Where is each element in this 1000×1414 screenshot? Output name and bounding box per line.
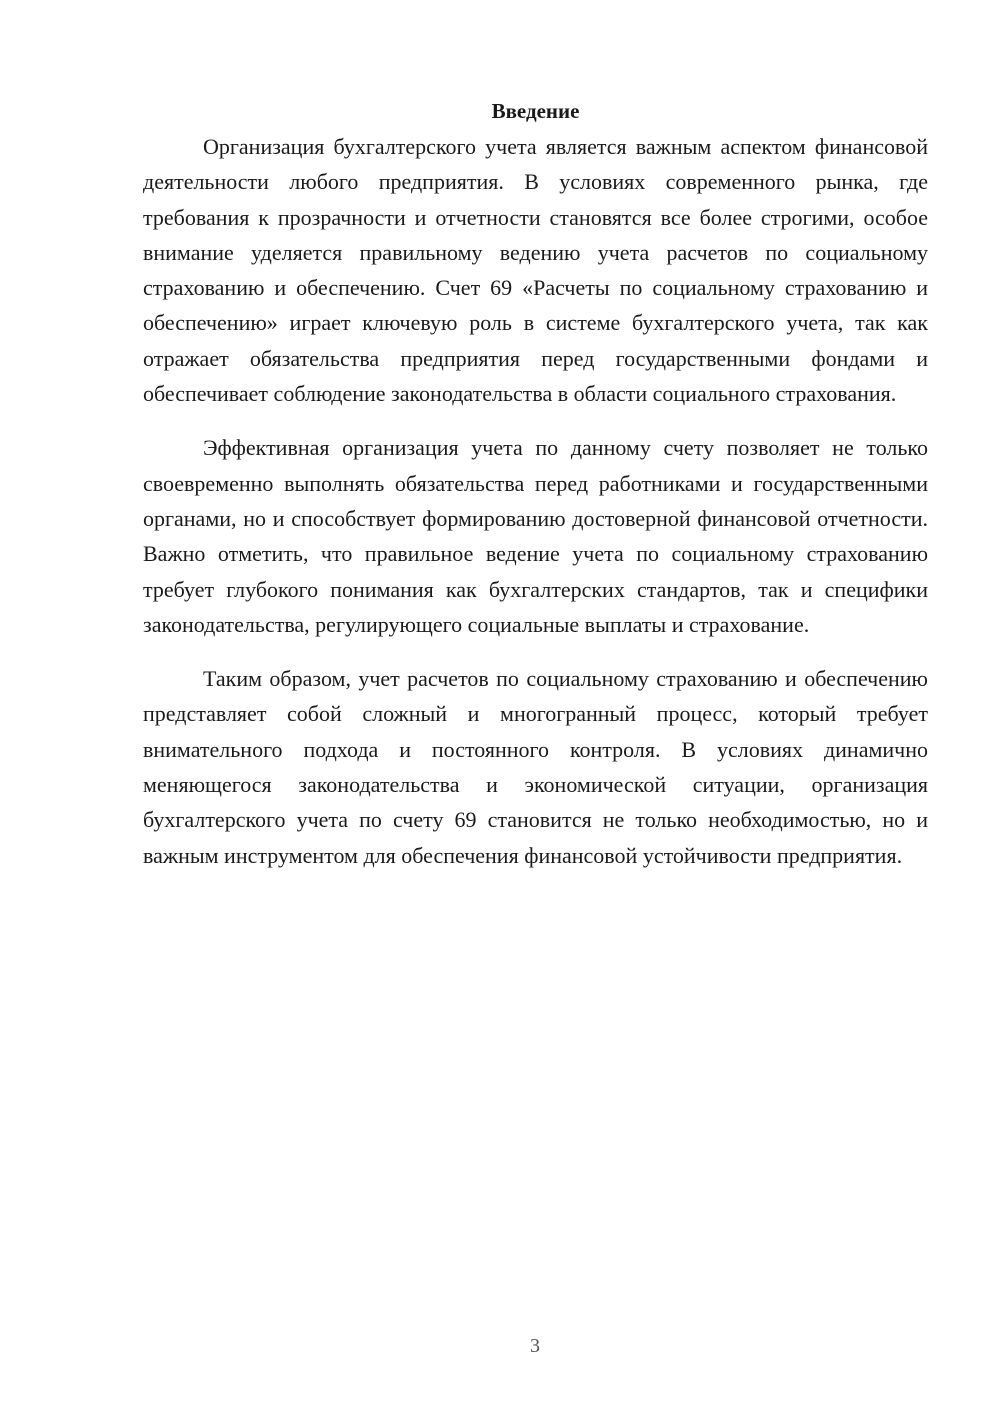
page-content bbox=[143, 96, 928, 873]
paragraph-3: Таким образом, учет расчетов по социальному страхованию и обеспечению представляет собой сложный и многогранный процесс, который требует внимательного подхода и постоянного контроля. В условиях динамично меняющегося законодательства и экономической ситуации, организация бухгалтерского учета по счету 69 становится не только необходимостью, но и важным инструментом для обеспечения финансовой устойчивости предприятия. bbox=[143, 666, 928, 868]
paragraph-2: Эффективная организация учета по данному счету позволяет не только своевременно выполнять обязательства перед работниками и государственными органами, но и способствует формированию достоверной финансовой отчетности. Важно отметить, что правильное ведение учета по социальному страхованию требует глубокого понимания как бухгалтерских стандартов, так и специфики законодательства, регулирующего социальные выплаты и страхование. bbox=[143, 435, 928, 637]
section-title: Введение bbox=[491, 99, 580, 123]
paragraph-1: Организация бухгалтерского учета является важным аспектом финансовой деятельности любого предприятия. В условиях современного рынка, где требования к прозрачности и отчетности становятся все более строгими, особое внимание уделяется правильному ведению учета расчетов по социальному страхованию и обеспечению. Счет 69 «Расчеты по социальному страхованию и обеспечению» играет ключевую роль в системе бухгалтерского учета, так как отражает обязательства предприятия перед государственными фондами и обеспечивает соблюдение законодательства в области социального страхования. bbox=[143, 134, 928, 407]
page-number: 3 bbox=[530, 1335, 540, 1357]
